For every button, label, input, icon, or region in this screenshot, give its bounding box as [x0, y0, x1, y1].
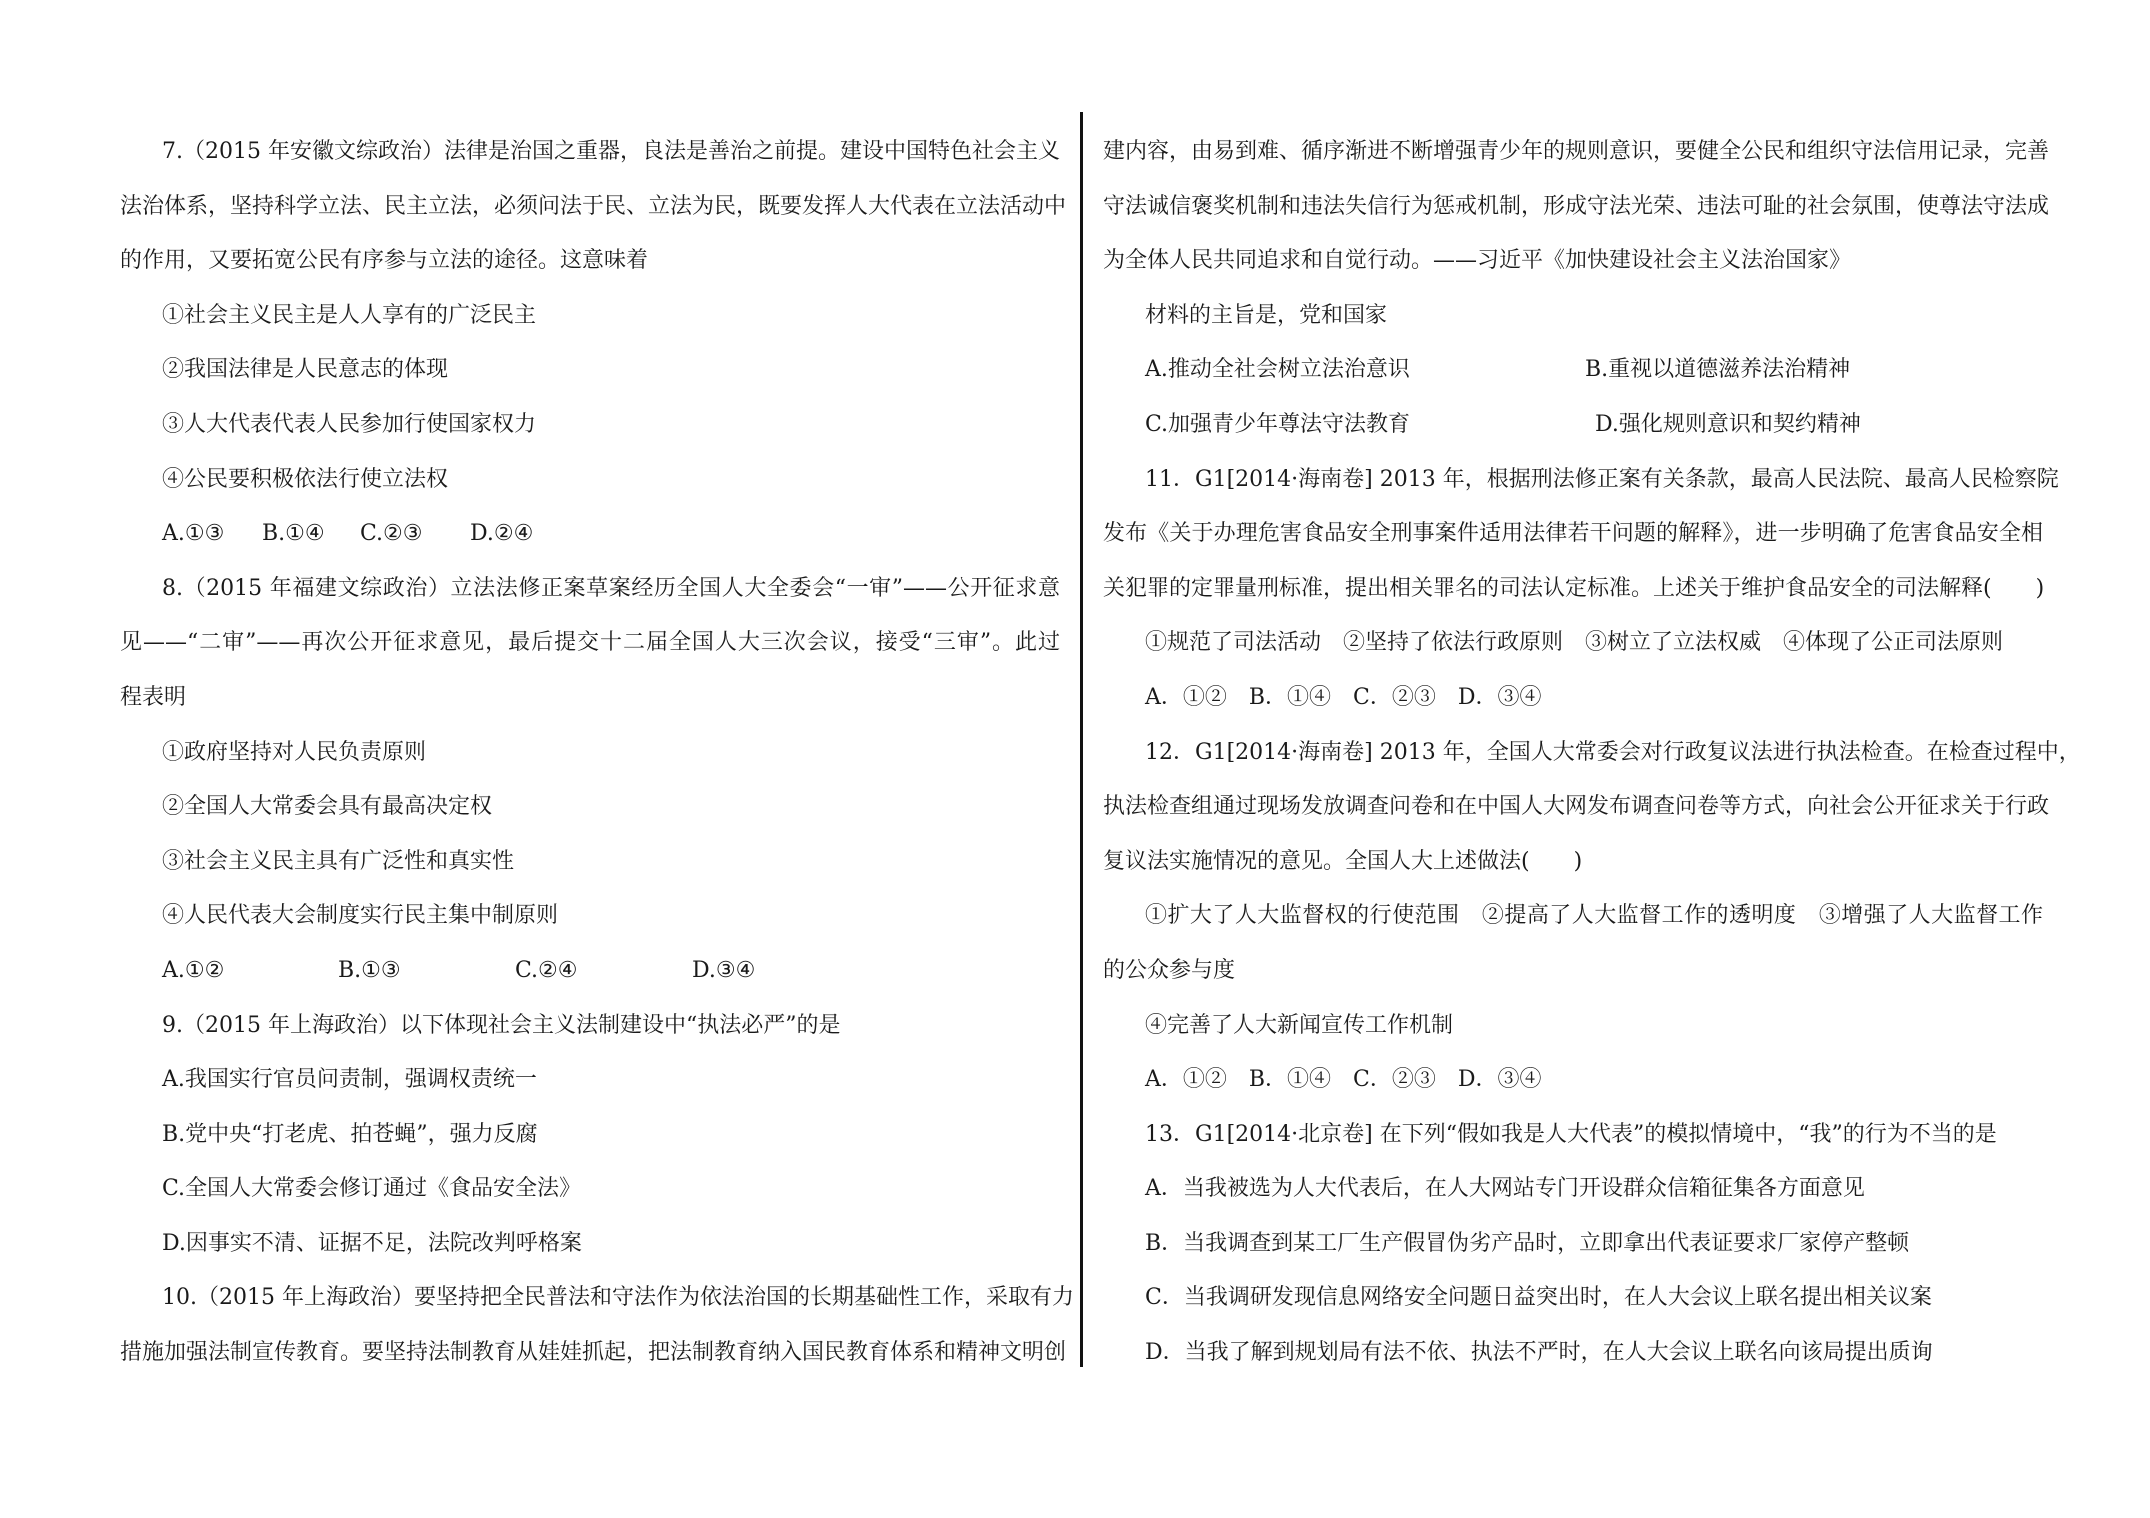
q7-item-1: ①社会主义民主是人人享有的广泛民主 [162, 302, 537, 328]
q11-options: A．①② B．①④ C．②③ D．③④ [1145, 684, 1542, 710]
q9-choice-b: B.党中央“打老虎、拍苍蝇”，强力反腐 [162, 1121, 538, 1147]
q9-choice-c: C.全国人大常委会修订通过《食品安全法》 [162, 1176, 582, 1202]
q7-option-b: B.①④ [262, 521, 325, 547]
q10-cont-line-1: 建内容，由易到难、循序渐进不断增强青少年的规则意识，要健全公民和组织守法信用记录，完善 [1103, 139, 2050, 164]
q10-question: 材料的主旨是，党和国家 [1145, 302, 1388, 328]
q7-option-c: C.②③ [360, 521, 423, 547]
q12-options: A．①② B．①④ C．②③ D．③④ [1145, 1067, 1542, 1093]
q7-item-2: ②我国法律是人民意志的体现 [162, 357, 449, 383]
q8-option-d: D.③④ [692, 957, 756, 983]
q7-stem-line-2: 法治体系，坚持科学立法、民主立法，必须问法于民、立法为民，既要发挥人大代表在立法活动中 [120, 193, 1067, 219]
q7-option-d: D.②④ [470, 521, 534, 547]
q12-items-line-2: 的公众参与度 [1103, 957, 1236, 983]
q8-options [120, 944, 1060, 999]
q10-option-b: B.重视以道德滋养法治精神 [1585, 357, 1851, 383]
q10-options-row-2 [1103, 398, 2043, 453]
q7-option-a: A.①③ [162, 521, 225, 547]
q9-choice-a: A.我国实行官员问责制，强调权责统一 [162, 1067, 537, 1093]
q10-option-d: D.强化规则意识和契约精神 [1595, 411, 1861, 437]
q13-choice-a: A．当我被选为人大代表后，在人大网站专门开设群众信箱征集各方面意见 [1145, 1176, 1865, 1202]
q7-item-3: ③人大代表代表人民参加行使国家权力 [162, 411, 537, 437]
q8-option-b: B.①③ [338, 957, 401, 983]
q12-items-line-3: ④完善了人大新闻宣传工作机制 [1145, 1012, 1454, 1038]
q13-stem: 13．G1[2014·北京卷] 在下列“假如我是人大代表”的模拟情境中，“我”的行为不当的是 [1145, 1121, 1997, 1147]
q12-stem-line-1: 12．G1[2014·海南卷] 2013 年，全国人大常委会对行政复议法进行执法检查。在检查过程中， [1145, 739, 2081, 765]
q12-stem-line-3: 复议法实施情况的意见。全国人大上述做法( ) [1103, 848, 1583, 874]
q11-items: ①规范了司法活动 ②坚持了依法行政原则 ③树立了立法权威 ④体现了公正司法原则 [1145, 630, 2004, 656]
q10-stem-line-1: 10.（2015 年上海政治）要坚持把全民普法和守法作为依法治国的长期基础性工作，采取有力 [162, 1285, 1074, 1311]
q7-item-4: ④公民要积极依法行使立法权 [162, 466, 449, 492]
q7-options [120, 507, 1060, 562]
q8-option-c: C.②④ [515, 957, 578, 983]
left-column [120, 125, 1074, 1381]
q8-stem-line-2: 见——“二审”——再次公开征求意见，最后提交十二届全国人大三次会议，接受“三审”。此过 [120, 630, 1060, 656]
q7-stem-line-3: 的作用，又要拓宽公民有序参与立法的途径。这意味着 [120, 248, 649, 274]
q8-stem-line-3: 程表明 [120, 684, 187, 710]
q12-items-line-1: ①扩大了人大监督权的行使范围 ②提高了人大监督工作的透明度 ③增强了人大监督工作 [1145, 903, 2043, 929]
q9-stem: 9.（2015 年上海政治）以下体现社会主义法制建设中“执法必严”的是 [162, 1012, 841, 1038]
q10-options-row-1 [1103, 343, 2043, 398]
q11-stem-line-3: 关犯罪的定罪量刑标准，提出相关罪名的司法认定标准。上述关于维护食品安全的司法解释( ) [1103, 575, 2045, 601]
q12-stem-line-2: 执法检查组通过现场发放调查问卷和在中国人大网发布调查问卷等方式，向社会公开征求关于行政 [1103, 794, 2050, 820]
q7-stem-line-1: 7.（2015 年安徽文综政治）法律是治国之重器，良法是善治之前提。建设中国特色社会主义 [162, 139, 1060, 164]
q8-item-2: ②全国人大常委会具有最高决定权 [162, 794, 493, 820]
q13-choice-d: D．当我了解到规划局有法不依、执法不严时，在人大会议上联名向该局提出质询 [1145, 1340, 1933, 1366]
q11-stem-line-1: 11．G1[2014·海南卷] 2013 年，根据刑法修正案有关条款，最高人民法院、最高人民检察院 [1145, 466, 2059, 492]
q11-stem-line-2: 发布《关于办理危害食品安全刑事案件适用法律若干问题的解释》，进一步明确了危害食品安全相 [1103, 521, 2043, 547]
q10-option-a: A.推动全社会树立法治意识 [1145, 357, 1410, 383]
q8-item-1: ①政府坚持对人民负责原则 [162, 739, 427, 765]
q8-item-4: ④人民代表大会制度实行民主集中制原则 [162, 903, 559, 929]
q8-item-3: ③社会主义民主具有广泛性和真实性 [162, 848, 515, 874]
q13-choice-b: B．当我调查到某工厂生产假冒伪劣产品时，立即拿出代表证要求厂家停产整顿 [1145, 1230, 1910, 1256]
q8-option-a: A.①② [162, 957, 225, 983]
q10-cont-line-3: 为全体人民共同追求和自觉行动。——习近平《加快建设社会主义法治国家》 [1103, 248, 1852, 274]
q10-option-c: C.加强青少年尊法守法教育 [1145, 411, 1411, 437]
q10-stem-line-2: 措施加强法制宣传教育。要坚持法制教育从娃娃抓起，把法制教育纳入国民教育体系和精神文明创 [120, 1340, 1067, 1366]
q8-stem-line-1: 8.（2015 年福建文综政治）立法法修正案草案经历全国人大全委会“一审”——公开征求意 [162, 575, 1060, 601]
column-divider [1080, 112, 1083, 1367]
q13-choice-c: C．当我调研发现信息网络安全问题日益突出时，在人大会议上联名提出相关议案 [1145, 1285, 1932, 1311]
right-column [1103, 125, 2081, 1381]
q10-cont-line-2: 守法诚信褒奖机制和违法失信行为惩戒机制，形成守法光荣、违法可耻的社会氛围，使尊法守法成 [1103, 193, 2050, 219]
q9-choice-d: D.因事实不清、证据不足，法院改判呼格案 [162, 1230, 582, 1256]
